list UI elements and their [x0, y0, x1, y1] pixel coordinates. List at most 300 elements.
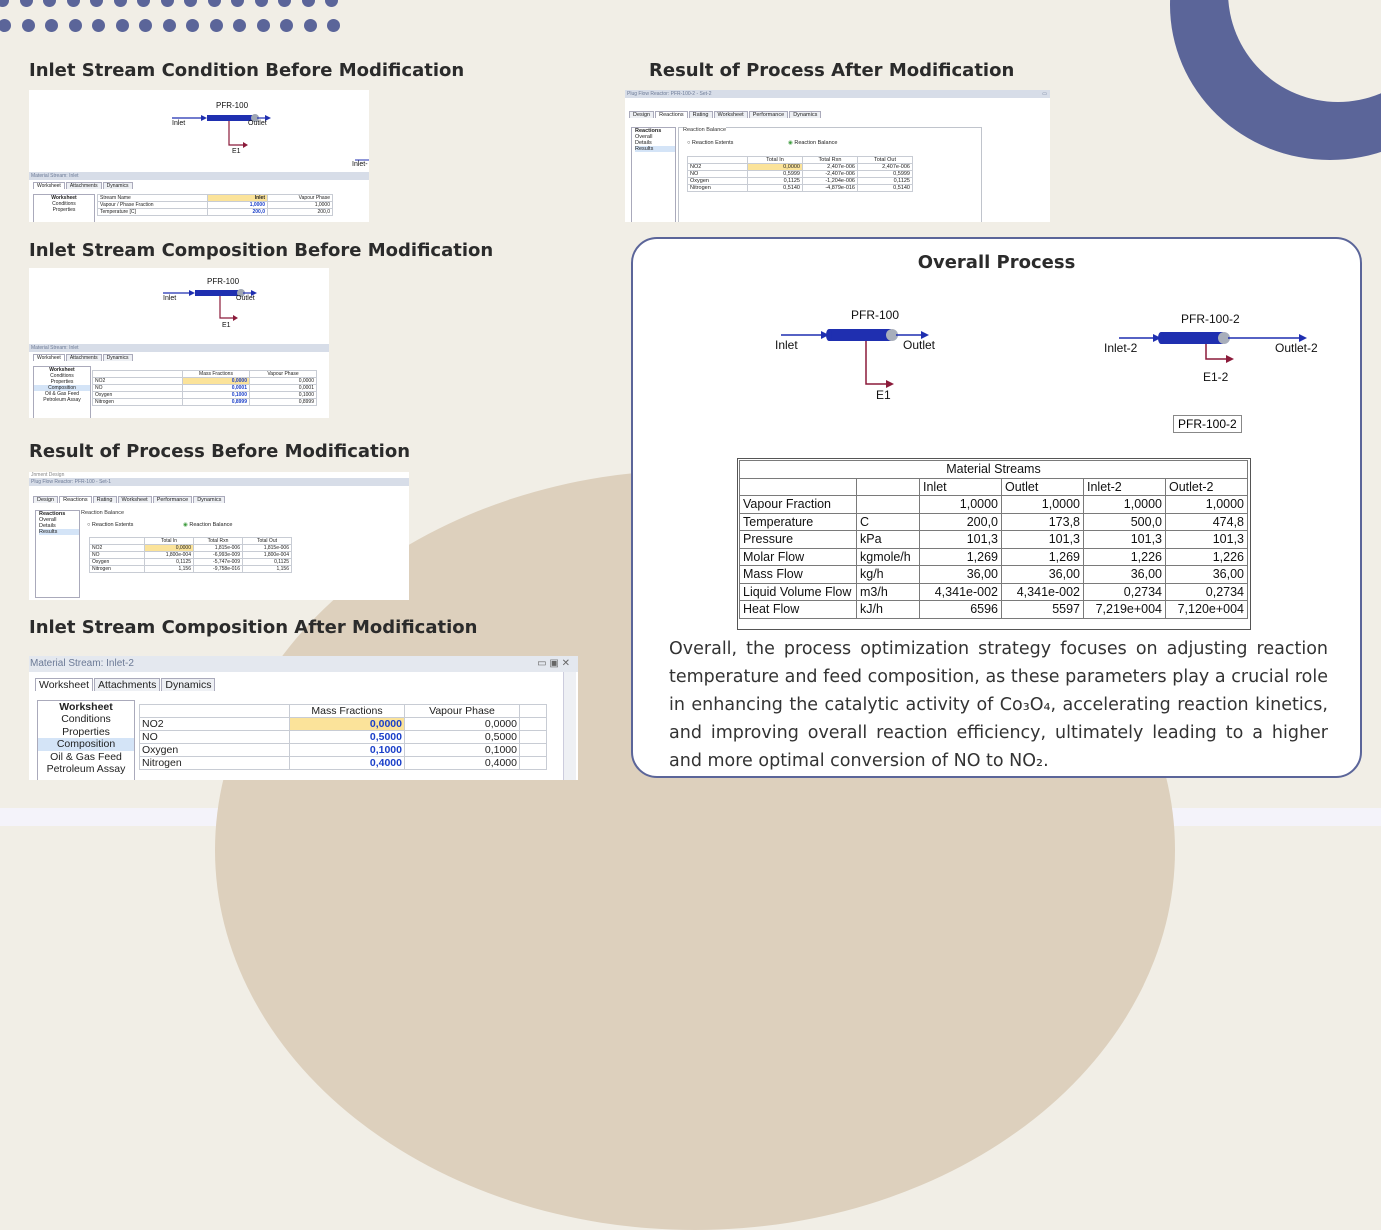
- row-value: -4,879e-016: [803, 185, 858, 192]
- screenshot-result-after: [625, 90, 1050, 222]
- table-row: [740, 513, 1248, 531]
- row-mass-fraction[interactable]: 0,8999: [183, 399, 250, 406]
- row-label: NO2: [688, 164, 748, 171]
- worksheet-grid: [97, 194, 333, 216]
- window-titlebar: Material Stream: Inlet-2 ▭ ▣ ✕: [29, 656, 578, 672]
- col-inlet-2: Inlet-2: [1084, 478, 1166, 496]
- row-value: 0,0000: [145, 545, 194, 552]
- window-controls-icon[interactable]: ▭ ▣ ✕: [537, 658, 570, 669]
- table-row: [93, 378, 317, 385]
- row-vapour-value: 1,0000: [268, 202, 333, 209]
- table-row: [740, 548, 1248, 566]
- reaction-balance-grid: [89, 537, 292, 573]
- outlet-label: Outlet: [236, 295, 255, 302]
- window-titlebar: Plug Flow Reactor: PFR-100-2 - Set-2 ▭: [625, 90, 1050, 98]
- row-vapour-value: Vapour Phase: [268, 195, 333, 202]
- col-total-in: Total In: [145, 538, 194, 545]
- decorative-dot: [43, 0, 56, 7]
- row-value: -6,993e-009: [194, 552, 243, 559]
- decorative-dot: [137, 0, 150, 7]
- col-total-rxn: Total Rxn: [194, 538, 243, 545]
- window-titlebar: Plug Flow Reactor: PFR-100 - Set-1: [29, 478, 409, 486]
- row-label: NO2: [90, 545, 145, 552]
- decorative-dot: [233, 19, 246, 32]
- decorative-dot: [278, 0, 291, 7]
- decorative-dot: [186, 19, 199, 32]
- row-unit: kg/h: [857, 566, 920, 584]
- row-value: 6596: [920, 601, 1002, 619]
- row-value: 1,800e-004: [145, 552, 194, 559]
- heading-inlet-condition-before: Inlet Stream Condition Before Modification: [29, 60, 465, 81]
- row-vapour-value: 0,0001: [250, 385, 317, 392]
- table-row: [140, 731, 547, 744]
- tab-dynamics[interactable]: Dynamics: [193, 496, 225, 503]
- col-outlet: Outlet: [1002, 478, 1084, 496]
- table-row: [140, 744, 547, 757]
- pfr2-energy-arrow-icon: [1226, 355, 1234, 363]
- decorative-dot: [184, 0, 197, 7]
- row-value: 0,1125: [748, 178, 803, 185]
- row-value: 1,0000: [1084, 496, 1166, 514]
- row-value: 1,226: [1084, 548, 1166, 566]
- summary-paragraph: Overall, the process optimization strategy focuses on adjusting reaction temperature and feed composition, as these parameters play a crucial role in enhancing the catalytic activity of Co₃O₄, accelerating reaction kinetics, and improving overall reaction efficiency, ultimately leading to a higher and more optimal conversion of NO to NO₂.: [669, 639, 1328, 771]
- row-label: Oxygen: [688, 178, 748, 185]
- window-tabs: [29, 672, 578, 691]
- table-row: [98, 202, 333, 209]
- row-label: Nitrogen: [688, 185, 748, 192]
- decorative-dot: [325, 0, 338, 7]
- decorative-dot: [231, 0, 244, 7]
- decorative-dot: [0, 19, 11, 32]
- decorative-dot: [163, 19, 176, 32]
- inlet-label: Inlet: [172, 120, 186, 127]
- sidebar-item-overall[interactable]: Overall: [635, 134, 653, 140]
- row-vapour-value: 0,1000: [405, 744, 520, 757]
- col-total-in: Total In: [748, 157, 803, 164]
- card-title: Overall Process: [917, 252, 1076, 273]
- table-row: [740, 496, 1248, 514]
- radio-reaction-extents[interactable]: ○ Reaction Extents: [687, 140, 734, 146]
- row-value: 1,269: [1002, 548, 1084, 566]
- row-value: 101,3: [1166, 531, 1248, 549]
- row-value: 0,5140: [748, 185, 803, 192]
- radio-reaction-extents[interactable]: ○ Reaction Extents: [87, 522, 134, 528]
- table-row: [90, 552, 292, 559]
- row-value: 101,3: [920, 531, 1002, 549]
- energy-arrow-icon: [243, 142, 248, 148]
- row-name: Pressure: [740, 531, 857, 549]
- row-spacer: [520, 757, 547, 770]
- sidebar-item-results[interactable]: Results: [635, 146, 675, 152]
- decorative-dot: [116, 19, 129, 32]
- tab-dynamics[interactable]: Dynamics: [103, 182, 133, 189]
- row-value[interactable]: 200,0: [208, 209, 268, 216]
- table-row: [93, 385, 317, 392]
- row-value: 0,2734: [1166, 583, 1248, 601]
- row-value: 1,800e-004: [243, 552, 292, 559]
- overall-process-card: [631, 237, 1362, 778]
- row-unit: [857, 496, 920, 514]
- sidebar-item-conditions[interactable]: Conditions: [61, 713, 111, 725]
- energy-label: E1: [222, 322, 231, 329]
- tab-design[interactable]: Design: [629, 111, 654, 118]
- row-vapour-value: 0,0000: [405, 718, 520, 731]
- row-label: NO: [93, 385, 183, 392]
- row-value: 36,00: [1084, 566, 1166, 584]
- radio-reaction-balance[interactable]: ◉ Reaction Balance: [183, 522, 233, 528]
- row-value: 1,815e-006: [243, 545, 292, 552]
- tab-dynamics[interactable]: Dynamics: [789, 111, 821, 118]
- tab-dynamics[interactable]: Dynamics: [103, 354, 133, 361]
- row-value: 1,226: [1166, 548, 1248, 566]
- reactor-label: PFR-100: [216, 101, 249, 110]
- row-label: Nitrogen: [90, 566, 145, 573]
- decorative-dot: [255, 0, 268, 7]
- sidebar-title: Worksheet: [51, 195, 77, 201]
- decorative-dot: [69, 19, 82, 32]
- window-sidebar: [33, 194, 95, 222]
- tab-worksheet[interactable]: Worksheet: [714, 111, 748, 118]
- row-name: Mass Flow: [740, 566, 857, 584]
- decorative-dot: [304, 19, 317, 32]
- row-value: 2,407e-006: [858, 164, 913, 171]
- tab-dynamics[interactable]: Dynamics: [161, 678, 215, 691]
- radio-reaction-balance[interactable]: ◉ Reaction Balance: [788, 140, 838, 146]
- row-value: 36,00: [920, 566, 1002, 584]
- property-window: [29, 344, 329, 405]
- table-row: [140, 718, 547, 731]
- table-row: [688, 185, 913, 192]
- heading-result-after: Result of Process After Modification: [649, 60, 1015, 81]
- scrollbar[interactable]: [563, 672, 576, 780]
- screenshot-inlet-condition: [29, 90, 369, 222]
- pfr1-energy-label: E1: [876, 388, 891, 402]
- pfr2-energy-line: [1206, 344, 1228, 359]
- row-label: Temperature [C]: [98, 209, 208, 216]
- sidebar-item-oil-gas-feed[interactable]: Oil & Gas Feed: [50, 750, 122, 763]
- table-row: [688, 178, 913, 185]
- row-value: -2,407e-006: [803, 171, 858, 178]
- tab-reactions[interactable]: Reactions: [59, 496, 91, 503]
- sidebar-item-details[interactable]: Details: [39, 523, 56, 529]
- reactor-icon: [207, 115, 254, 121]
- composition-grid: [92, 370, 317, 406]
- row-value: 200,0: [920, 513, 1002, 531]
- row-spacer: [520, 731, 547, 744]
- pfr1-energy-arrow-icon: [886, 380, 894, 388]
- row-value: 0,0000: [748, 164, 803, 171]
- window-titlebar: Material Stream: Inlet: [29, 172, 369, 180]
- row-value: 36,00: [1002, 566, 1084, 584]
- row-name: Liquid Volume Flow: [740, 583, 857, 601]
- row-vapour-value: 0,0000: [250, 378, 317, 385]
- reactor-icon: [195, 290, 240, 296]
- row-value: 0,5999: [748, 171, 803, 178]
- col-total-out: Total Out: [858, 157, 913, 164]
- table-row: [740, 583, 1248, 601]
- row-label: NO: [90, 552, 145, 559]
- row-label: NO: [140, 731, 290, 744]
- table-row: [90, 559, 292, 566]
- decorative-dot: [302, 0, 315, 7]
- energy-arrow-icon: [233, 315, 238, 321]
- col-mass-fractions: Mass Fractions: [290, 705, 405, 718]
- col-outlet-2: Outlet-2: [1166, 478, 1248, 496]
- tab-attachments[interactable]: Attachments: [66, 354, 102, 361]
- sidebar-title: Worksheet: [49, 367, 75, 373]
- tab-worksheet[interactable]: Worksheet: [118, 496, 152, 503]
- pfr1-name-label: PFR-100: [851, 308, 900, 322]
- sidebar-item-conditions[interactable]: Conditions: [52, 201, 76, 207]
- reaction-balance-grid: [687, 156, 913, 192]
- pfr2-energy-label: E1-2: [1203, 370, 1229, 384]
- inlet-label: Inlet: [163, 295, 177, 302]
- row-mass-fraction[interactable]: 0,5000: [290, 731, 405, 744]
- col-mass-fractions: Mass Fractions: [183, 371, 250, 378]
- row-vapour-value: 0,1000: [250, 392, 317, 399]
- tab-design[interactable]: Design: [33, 496, 58, 503]
- row-value: 0,1125: [145, 559, 194, 566]
- tab-attachments[interactable]: Attachments: [94, 678, 160, 691]
- sidebar-item-oil-gas-feed[interactable]: Oil & Gas Feed: [44, 391, 80, 397]
- tab-performance[interactable]: Performance: [749, 111, 789, 118]
- decorative-dot: [92, 19, 105, 32]
- row-value: 1,0000: [920, 496, 1002, 514]
- row-value: 1,156: [243, 566, 292, 573]
- row-spacer: [520, 744, 547, 757]
- screenshot-result-before: [29, 472, 409, 600]
- row-spacer: [520, 718, 547, 731]
- decorative-dot: [90, 0, 103, 7]
- row-value: 7,219e+004: [1084, 601, 1166, 619]
- pfr1-energy-line: [866, 341, 888, 384]
- row-label: Oxygen: [140, 744, 290, 757]
- decorative-dot: [0, 0, 9, 7]
- heading-result-before: Result of Process Before Modification: [29, 441, 411, 462]
- decorative-dot: [114, 0, 127, 7]
- window-sidebar: [35, 510, 80, 598]
- row-unit: C: [857, 513, 920, 531]
- row-value: 1,0000: [1002, 496, 1084, 514]
- row-mass-fraction[interactable]: 0,0000: [290, 718, 405, 731]
- sidebar-title: Reactions: [635, 128, 662, 134]
- row-mass-fraction[interactable]: 0,1000: [290, 744, 405, 757]
- pfr1-inlet-label: Inlet: [775, 338, 798, 352]
- row-mass-fraction[interactable]: 0,4000: [290, 757, 405, 770]
- table-row: [740, 601, 1248, 619]
- pfr2-inlet-label: Inlet-2: [1104, 341, 1138, 355]
- sidebar-item-conditions[interactable]: Conditions: [50, 373, 74, 379]
- tab-performance[interactable]: Performance: [153, 496, 193, 503]
- window-sidebar: [37, 700, 135, 780]
- table-row: [90, 545, 292, 552]
- row-value: -9,758e-016: [194, 566, 243, 573]
- row-vapour-value: 0,8999: [250, 399, 317, 406]
- table-caption: Material Streams: [740, 461, 1248, 479]
- row-value: 474,8: [1166, 513, 1248, 531]
- pfr2-name-box: PFR-100-2: [1173, 415, 1242, 433]
- decorative-dot: [45, 19, 58, 32]
- row-value: 4,341e-002: [1002, 583, 1084, 601]
- window-tabs: [29, 494, 409, 503]
- col-total-out: Total Out: [243, 538, 292, 545]
- sidebar-item-results[interactable]: Results: [39, 529, 79, 535]
- row-value: 36,00: [1166, 566, 1248, 584]
- row-value[interactable]: Inlet: [208, 195, 268, 202]
- reactor-label: PFR-100: [207, 277, 240, 286]
- screenshot-inlet-composition-before: [29, 268, 329, 418]
- row-vapour-value: 200,0: [268, 209, 333, 216]
- decorative-dot: [210, 19, 223, 32]
- sidebar-item-composition[interactable]: Composition: [38, 738, 134, 751]
- sidebar-item-overall[interactable]: Overall: [39, 517, 57, 523]
- row-value: 0,1125: [858, 178, 913, 185]
- row-value: 4,341e-002: [920, 583, 1002, 601]
- row-mass-fraction[interactable]: 0,0001: [183, 385, 250, 392]
- tab-rating[interactable]: Rating: [689, 111, 713, 118]
- sidebar-item-petroleum-assay[interactable]: Petroleum Assay: [46, 763, 126, 775]
- pfr1-reactor-icon: [829, 329, 891, 341]
- row-value: 0,1125: [243, 559, 292, 566]
- row-label: Oxygen: [93, 392, 183, 399]
- sidebar-item-composition[interactable]: Composition: [34, 385, 90, 391]
- row-name: Heat Flow: [740, 601, 857, 619]
- pfr1-outlet-label: Outlet: [903, 338, 936, 352]
- decorative-dot: [280, 19, 293, 32]
- row-label: Oxygen: [90, 559, 145, 566]
- row-unit: kgmole/h: [857, 548, 920, 566]
- window-tabs: [625, 109, 1050, 118]
- decorative-dot: [139, 19, 152, 32]
- heading-inlet-composition-before: Inlet Stream Composition Before Modification: [29, 240, 494, 261]
- decorative-dot: [257, 19, 270, 32]
- tab-worksheet[interactable]: Worksheet: [33, 354, 65, 361]
- group-title: Reaction Balance: [81, 510, 125, 516]
- tab-worksheet[interactable]: Worksheet: [35, 678, 93, 691]
- pfd-diagram: [29, 90, 369, 170]
- row-value: 101,3: [1084, 531, 1166, 549]
- decorative-dot: [22, 19, 35, 32]
- row-label: Nitrogen: [93, 399, 183, 406]
- row-value: 1,0000: [1166, 496, 1248, 514]
- col-total-rxn: Total Rxn: [803, 157, 858, 164]
- tab-attachments[interactable]: Attachments: [66, 182, 102, 189]
- pfr2-reactor-icon: [1161, 332, 1223, 344]
- inlet-right-label: Inlet-: [352, 161, 368, 168]
- sidebar-title: Worksheet: [59, 701, 113, 713]
- row-vapour-value: 0,4000: [405, 757, 520, 770]
- row-label: NO: [688, 171, 748, 178]
- row-unit: kPa: [857, 531, 920, 549]
- row-value: 101,3: [1002, 531, 1084, 549]
- row-value: 5597: [1002, 601, 1084, 619]
- row-value: 0,5999: [858, 171, 913, 178]
- sidebar-item-properties[interactable]: Properties: [50, 379, 74, 385]
- pfr2-outlet-label: Outlet-2: [1275, 341, 1318, 355]
- window-titlebar: Material Stream: Inlet: [29, 344, 329, 352]
- tab-worksheet[interactable]: Worksheet: [33, 182, 65, 189]
- energy-line: [229, 121, 243, 145]
- window-sidebar: [631, 127, 676, 222]
- table-row: [90, 566, 292, 573]
- decorative-dot: [161, 0, 174, 7]
- table-row: [140, 757, 547, 770]
- window-tabs: [29, 180, 369, 189]
- window-controls-icon[interactable]: ▭: [1042, 91, 1047, 97]
- inlet-arrow-icon: [189, 290, 195, 296]
- table-row: [98, 195, 333, 202]
- row-label: NO2: [93, 378, 183, 385]
- col-inlet: Inlet: [920, 478, 1002, 496]
- window-sidebar: [33, 366, 91, 418]
- screenshot-inlet-composition-after: [29, 656, 578, 780]
- row-value: 173,8: [1002, 513, 1084, 531]
- row-name: Vapour Fraction: [740, 496, 857, 514]
- row-label: Stream Name: [98, 195, 208, 202]
- sidebar-item-petroleum-assay[interactable]: Petroleum Assay: [43, 397, 81, 403]
- sidebar-item-properties[interactable]: Properties: [52, 207, 76, 213]
- row-value: 1,156: [145, 566, 194, 573]
- sidebar-item-details[interactable]: Details: [635, 140, 652, 146]
- group-title: Reaction Balance: [683, 127, 727, 133]
- row-value[interactable]: 1,0000: [208, 202, 268, 209]
- row-unit: kJ/h: [857, 601, 920, 619]
- design-label: Jnment Design: [31, 472, 65, 478]
- energy-label: E1: [232, 148, 241, 155]
- row-value: 7,120e+004: [1166, 601, 1248, 619]
- col-vapour-phase: Vapour Phase: [405, 705, 520, 718]
- row-value: 500,0: [1084, 513, 1166, 531]
- composition-grid: [139, 704, 547, 770]
- row-value: 1,815e-006: [194, 545, 243, 552]
- decorative-dot: [327, 19, 340, 32]
- tab-reactions[interactable]: Reactions: [655, 111, 687, 118]
- outlet-label: Outlet: [248, 120, 267, 127]
- tab-rating[interactable]: Rating: [93, 496, 117, 503]
- table-row: [93, 392, 317, 399]
- window-tabs: [29, 352, 329, 361]
- row-label: Nitrogen: [140, 757, 290, 770]
- row-label: Vapour / Phase Fraction: [98, 202, 208, 209]
- row-value: 0,5140: [858, 185, 913, 192]
- pfd-diagram: [29, 268, 329, 343]
- decorative-dot: [67, 0, 80, 7]
- row-mass-fraction[interactable]: 0,0000: [183, 378, 250, 385]
- row-value: 0,2734: [1084, 583, 1166, 601]
- sidebar-item-properties[interactable]: Properties: [62, 725, 110, 738]
- table-row: [688, 171, 913, 178]
- heading-inlet-composition-after: Inlet Stream Composition After Modification: [29, 617, 478, 638]
- row-value: 1,269: [920, 548, 1002, 566]
- row-label: NO2: [140, 718, 290, 731]
- property-window: [29, 172, 369, 215]
- sidebar-title: Reactions: [39, 511, 66, 517]
- row-mass-fraction[interactable]: 0,1000: [183, 392, 250, 399]
- pfr2-name-label: PFR-100-2: [1181, 312, 1240, 326]
- row-name: Molar Flow: [740, 548, 857, 566]
- row-unit: m3/h: [857, 583, 920, 601]
- inlet-arrow-icon: [201, 115, 207, 121]
- col-vapour-phase: Vapour Phase: [250, 371, 317, 378]
- table-row: [740, 531, 1248, 549]
- row-value: 2,407e-006: [803, 164, 858, 171]
- row-vapour-value: 0,5000: [405, 731, 520, 744]
- decorative-dot: [20, 0, 33, 7]
- table-row: [93, 399, 317, 406]
- row-value: -5,747e-009: [194, 559, 243, 566]
- row-name: Temperature: [740, 513, 857, 531]
- material-streams-table: [739, 460, 1248, 619]
